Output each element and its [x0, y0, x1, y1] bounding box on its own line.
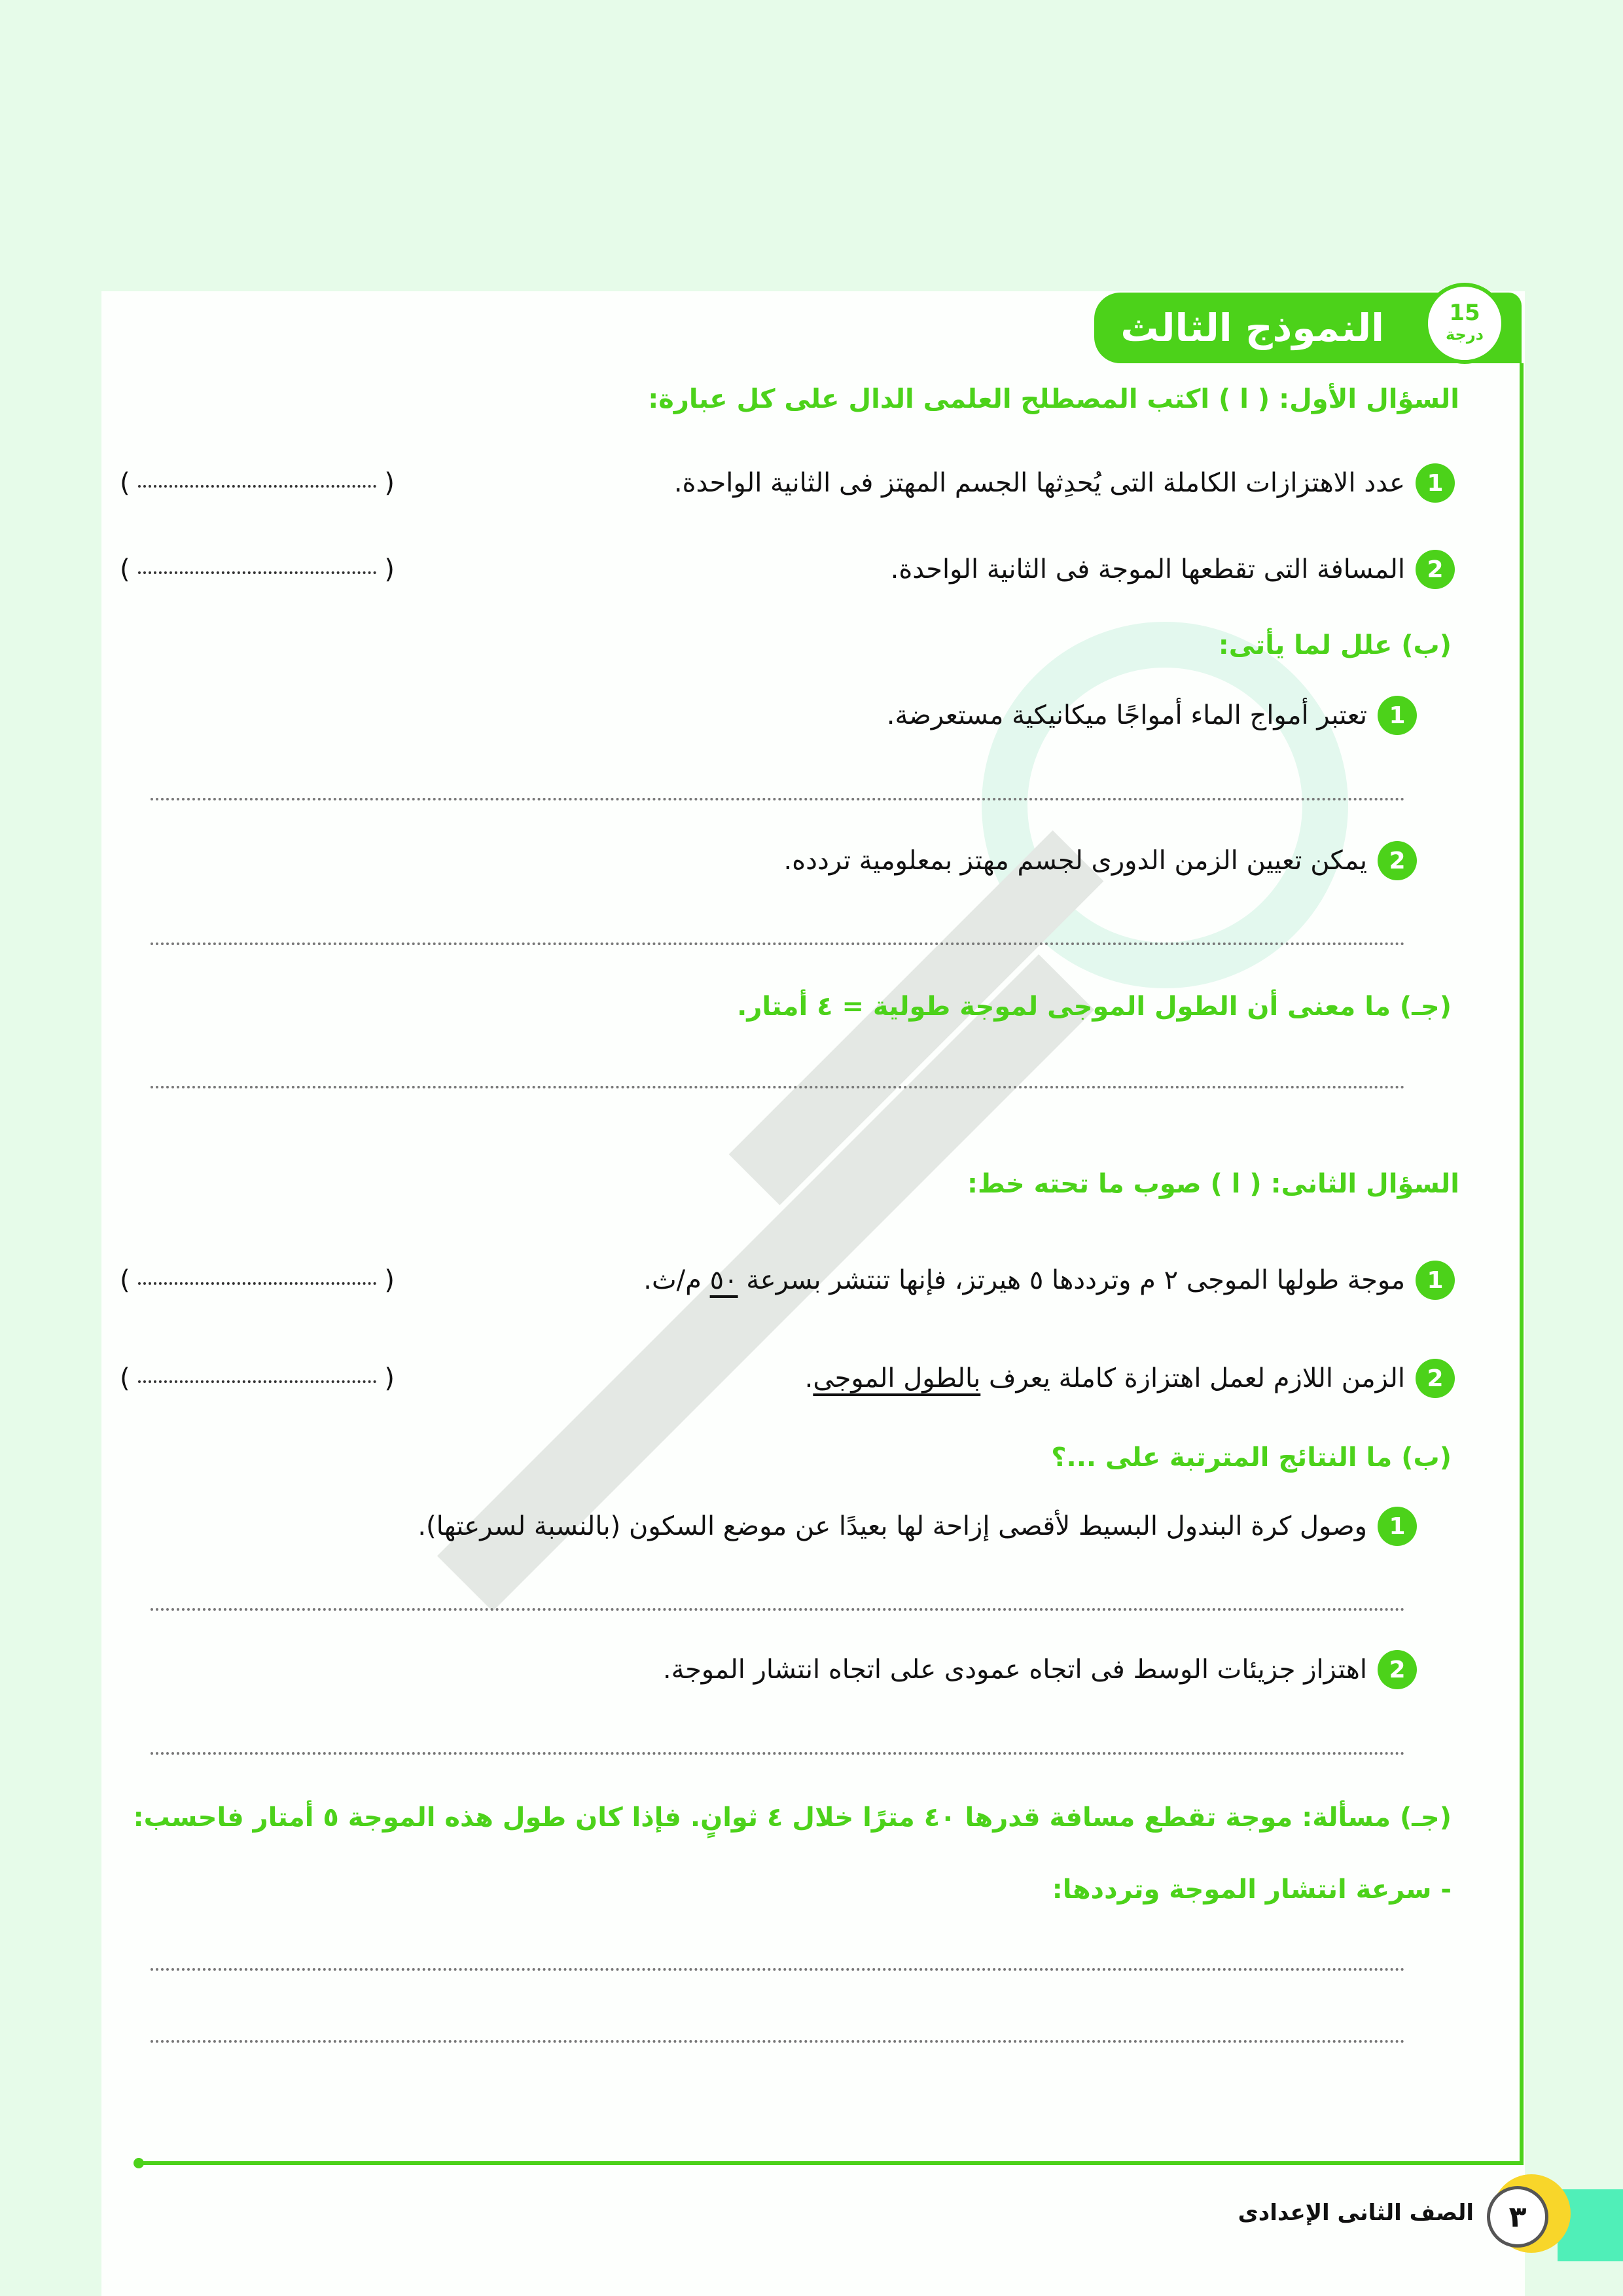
answer-line[interactable] — [151, 1752, 1405, 1755]
answer-line[interactable] — [151, 1968, 1405, 1971]
q1-heading: السؤال الأول: ( ا ) اكتب المصطلح العلمى الدال على كل عبارة: — [648, 384, 1459, 414]
answer-line[interactable] — [151, 942, 1405, 945]
q1-b-item — [887, 696, 1417, 735]
text-part: . — [804, 1363, 813, 1393]
q2-b-item — [663, 1650, 1417, 1689]
score-value: 15 — [1449, 300, 1480, 326]
underlined-term: ٥٠ — [709, 1265, 738, 1295]
page-number: ٣ — [1487, 2186, 1548, 2248]
text-part: الزمن اللازم لعمل اهتزازة كاملة يعرف — [980, 1363, 1405, 1393]
item-text: اهتزاز جزيئات الوسط فى اتجاه عمودى على اتجاه انتشار الموجة. — [662, 1655, 1367, 1685]
dotted-fill — [138, 1265, 377, 1285]
q1-item — [674, 463, 1455, 503]
number-badge: 1 — [1416, 1261, 1455, 1300]
bracket: ( — [120, 554, 130, 584]
q1-item — [891, 550, 1455, 589]
number-badge: 2 — [1416, 550, 1455, 589]
bracket: ) — [384, 1363, 395, 1393]
item-text — [643, 1265, 1405, 1295]
answer-line[interactable] — [151, 1608, 1405, 1611]
item-text: يمكن تعيين الزمن الدورى لجسم مهتز بمعلومية تردده. — [783, 846, 1367, 876]
item-text: المسافة التى تقطعها الموجة فى الثانية الواحدة. — [890, 554, 1405, 584]
border-end-dot — [134, 2158, 144, 2168]
q2-item — [643, 1261, 1455, 1300]
underlined-term: بالطول الموجى — [813, 1363, 981, 1393]
answer-line[interactable] — [151, 1086, 1405, 1088]
item-text: تعتبر أمواج الماء أمواجًا ميكانيكية مستعرضة. — [886, 700, 1367, 730]
answer-line[interactable] — [151, 798, 1405, 800]
answer-blank[interactable] — [120, 1363, 395, 1393]
number-badge: 2 — [1378, 841, 1417, 880]
number-badge: 1 — [1378, 1507, 1417, 1546]
dotted-fill — [138, 1363, 377, 1383]
number-badge: 2 — [1378, 1650, 1417, 1689]
text-part: موجة طولها الموجى ٢ م وترددها ٥ هيرتز، فإنها تنتشر بسرعة — [738, 1265, 1405, 1295]
exam-title: النموذج الثالث — [1120, 306, 1384, 350]
bracket: ) — [384, 1265, 395, 1295]
q2-c-heading: (جـ) مسألة: موجة تقطع مسافة قدرها ٤٠ مترًا خلال ٤ ثوانٍ. فإذا كان طول هذه الموجة ٥ أمتار فاحسب: — [133, 1803, 1452, 1833]
dotted-fill — [138, 468, 377, 488]
q2-heading: السؤال الثانى: ( ا ) صوب ما تحته خط: — [967, 1169, 1459, 1199]
item-text: عدد الاهتزازات الكاملة التى يُحدِثها الجسم المهتز فى الثانية الواحدة. — [673, 468, 1405, 498]
bracket: ) — [384, 554, 395, 584]
number-badge: 1 — [1416, 463, 1455, 503]
q2-item — [805, 1359, 1455, 1398]
bracket: ) — [384, 468, 395, 498]
answer-blank[interactable] — [120, 468, 395, 498]
number-badge: 2 — [1416, 1359, 1455, 1398]
bottom-border — [139, 2161, 1524, 2165]
answer-blank[interactable] — [120, 554, 395, 584]
score-badge — [1424, 283, 1505, 364]
q1-b-item — [783, 841, 1417, 880]
q2-c-subheading: - سرعة انتشار الموجة وترددها: — [1052, 1874, 1452, 1905]
bracket: ( — [120, 1265, 130, 1295]
right-border — [1520, 363, 1524, 2163]
dotted-fill — [138, 554, 377, 574]
q1-c-heading: (جـ) ما معنى أن الطول الموجى لموجة طولية = ٤ أمتار. — [737, 992, 1452, 1022]
bracket: ( — [120, 1363, 130, 1393]
number-badge: 1 — [1378, 696, 1417, 735]
score-unit: درجة — [1446, 325, 1484, 344]
bracket: ( — [120, 468, 130, 498]
q2-b-heading: (ب) ما النتائج المترتبة على ...؟ — [1051, 1443, 1452, 1473]
grade-label: الصف الثانى الإعدادى — [1238, 2200, 1474, 2226]
q1-b-heading: (ب) علل لما يأتى: — [1218, 630, 1452, 660]
text-part: م/ث. — [643, 1265, 710, 1295]
q2-b-item — [418, 1507, 1417, 1546]
item-text — [805, 1363, 1405, 1393]
answer-line[interactable] — [151, 2040, 1405, 2043]
item-text: وصول كرة البندول البسيط لأقصى إزاحة لها بعيدًا عن موضع السكون (بالنسبة لسرعتها). — [418, 1511, 1367, 1541]
answer-blank[interactable] — [120, 1265, 395, 1295]
